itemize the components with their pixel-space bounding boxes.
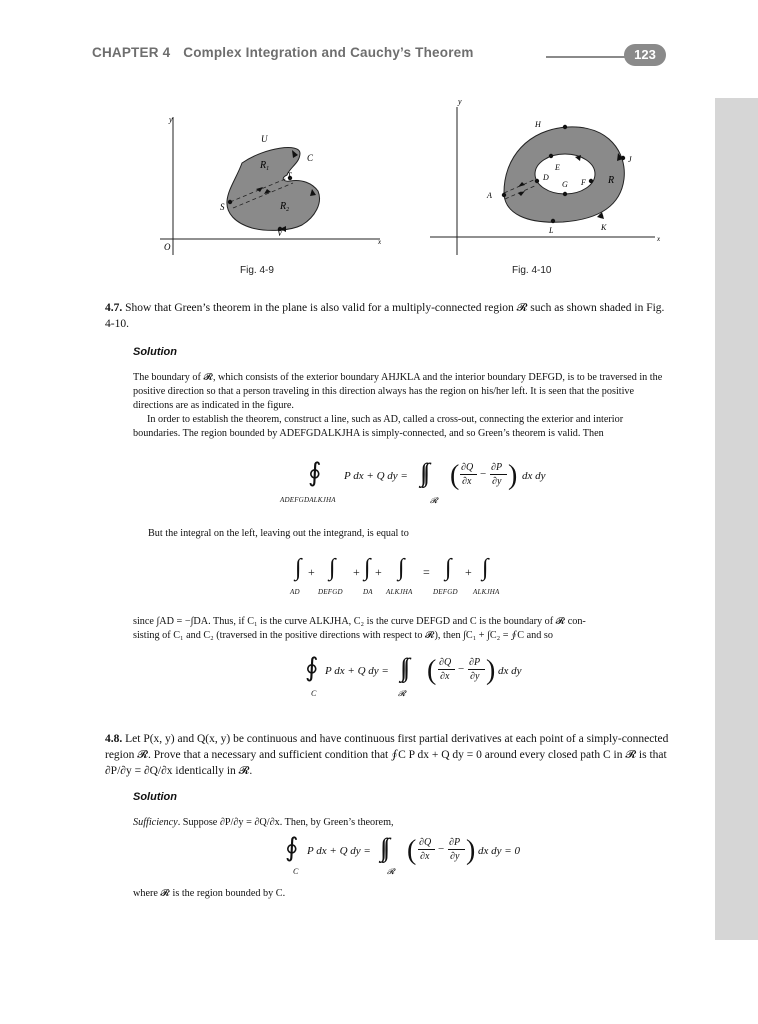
solution-para-2: In order to establish the theorem, construct a line, such as AD, called a cross-out, connecting the exterior and interior boundaries. The region bounded by ADEFGDALKJHA is simply-connected, and so Green’s theorem is valid. Then xyxy=(133,414,624,439)
differential: dx dy xyxy=(522,470,546,482)
label-defgd: DEFGD xyxy=(318,588,343,596)
solution-heading: Solution xyxy=(133,346,177,358)
integral-subscript: ADEFGDALKJHA xyxy=(280,496,336,504)
label-h: H xyxy=(535,120,541,129)
caption-fig-4-10: Fig. 4-10 xyxy=(512,265,552,276)
equation-greens-theorem-1: ∮ ADEFGDALKJHA P dx + Q dy = 𝓡 ( ∂Q ∂x − ∂P ∂y ) dx dy xyxy=(280,458,546,505)
y-axis-label: y xyxy=(169,115,173,124)
integrand: P dx + Q dy = xyxy=(344,470,408,482)
x-axis-label: x xyxy=(378,238,382,246)
point-a-dot xyxy=(502,193,506,197)
problem-text: Let P(x, y) and Q(x, y) be continuous and have continuous first partial derivatives at each point of a simply-connected region 𝓡. Prove that a necessary and sufficient condition that ∮C P dx + Q dy = 0 around every closed path C in 𝓡 is that ∂P/∂y = ∂Q/∂x identically in 𝓡. xyxy=(105,733,669,777)
label-l: L xyxy=(549,226,554,235)
point-l-dot xyxy=(551,219,555,223)
partial-x: ∂x xyxy=(462,476,472,487)
figure-4-10 xyxy=(425,95,675,265)
point-d-dot xyxy=(535,179,539,183)
point-s-dot xyxy=(228,200,232,204)
y-axis-label: y xyxy=(458,97,462,106)
point-e-dot xyxy=(549,154,553,158)
label-r: R xyxy=(608,175,615,186)
but-text: But the integral on the left, leaving out the integrand, is equal to xyxy=(148,528,409,539)
point-k-dot xyxy=(599,214,603,218)
equation-greens-theorem-2: ∮ C P dx + Q dy = 𝓡 ( ∂Q ∂x − ∂P ∂y ) dx dy xyxy=(305,653,522,698)
figure-4-9 xyxy=(140,95,400,265)
solution-para-1: The boundary of 𝓡, which consists of the exterior boundary AHJKLA and the interior boundary DEFGD, is to be traversed in the positive direction so that a person traveling in this direction always has the region on his/her left. It is seen that the positive directions are as indicated in the figure. xyxy=(133,372,663,411)
problem-number: 4.8. xyxy=(105,733,123,745)
problem-4-8-statement xyxy=(105,731,670,779)
equation-greens-theorem-3: ∮ C P dx + Q dy = 𝓡 ( ∂Q ∂x − ∂P ∂y ) dx dy = 0 xyxy=(285,833,520,876)
sufficiency-label: Sufficiency xyxy=(133,817,178,828)
label-t: T xyxy=(287,171,292,180)
problem-number: 4.7. xyxy=(105,302,123,314)
caption-fig-4-9: Fig. 4-9 xyxy=(240,265,274,276)
page-number-badge: 123 xyxy=(624,44,666,66)
region-subscript: 𝓡 xyxy=(430,496,438,505)
label-v: V xyxy=(277,228,283,238)
solution-heading: Solution xyxy=(133,791,177,803)
equation-integral-decomposition: ∫ + ∫ + ∫ + ∫ = ∫ + ∫ AD DEFGD DA ALKJHA DEFGD ALKJHA xyxy=(290,555,500,596)
label-e: E xyxy=(555,163,560,172)
label-r2: $R_2$ xyxy=(280,201,290,213)
paren-open: ( xyxy=(450,460,460,491)
where-text: where 𝓡 is the region bounded by C. xyxy=(133,888,286,899)
paren-close: ) xyxy=(508,460,518,491)
point-f-dot xyxy=(589,179,593,183)
chapter-number: CHAPTER 4 xyxy=(92,45,171,60)
label-f: F xyxy=(581,178,586,187)
label-alkjha: ALKJHA xyxy=(386,588,413,596)
point-g-dot xyxy=(563,192,567,196)
since-line-2: sisting of C₁ and C₂ (traversed in the positive directions with respect to 𝓡), then ∫C₁ + ∫C₂ = ∮C and so xyxy=(133,630,553,641)
label-defgd-2: DEFGD xyxy=(433,588,458,596)
origin-label: O xyxy=(164,242,171,252)
partial-q: ∂Q xyxy=(461,462,474,473)
problem-4-7-statement xyxy=(105,300,670,332)
point-j-dot xyxy=(621,156,625,160)
sufficiency-line xyxy=(133,816,669,830)
side-thumb-strip xyxy=(715,98,758,940)
label-d: D xyxy=(543,173,549,182)
partial-y: ∂y xyxy=(492,476,502,487)
contour-integral-sign: ∮ xyxy=(305,653,319,682)
point-h-dot xyxy=(563,125,567,129)
label-g: G xyxy=(562,180,568,189)
running-header xyxy=(92,45,474,60)
label-u: U xyxy=(261,134,268,144)
label-a: A xyxy=(487,191,492,200)
contour-integral-sign: ∮ xyxy=(285,833,299,862)
chapter-title: Complex Integration and Cauchy’s Theorem xyxy=(183,45,474,60)
label-s: S xyxy=(220,202,225,212)
label-da: DA xyxy=(363,588,373,596)
sufficiency-text: . Suppose ∂P/∂y = ∂Q/∂x. Then, by Green’s theorem, xyxy=(177,817,394,828)
label-alkjha-2: ALKJHA xyxy=(473,588,500,596)
region-r-shape xyxy=(227,148,320,231)
x-axis-label: x xyxy=(657,235,661,243)
label-c: C xyxy=(307,153,314,163)
partial-p: ∂P xyxy=(491,462,503,473)
label-r1: $R_1$ xyxy=(260,160,270,172)
since-line-1: since ∫AD = −∫DA. Thus, if C₁ is the curve ALKJHA, C₂ is the curve DEFGD and C is the boundary of 𝓡 con- xyxy=(133,616,586,627)
label-k: K xyxy=(601,223,607,232)
label-j: J xyxy=(628,155,632,164)
problem-text: Show that Green’s theorem in the plane is also valid for a multiply-connected region 𝓡 such as shown shaded in Fig. 4-10. xyxy=(105,302,665,330)
contour-integral-sign: ∮ xyxy=(308,458,322,487)
label-ad: AD xyxy=(290,588,300,596)
